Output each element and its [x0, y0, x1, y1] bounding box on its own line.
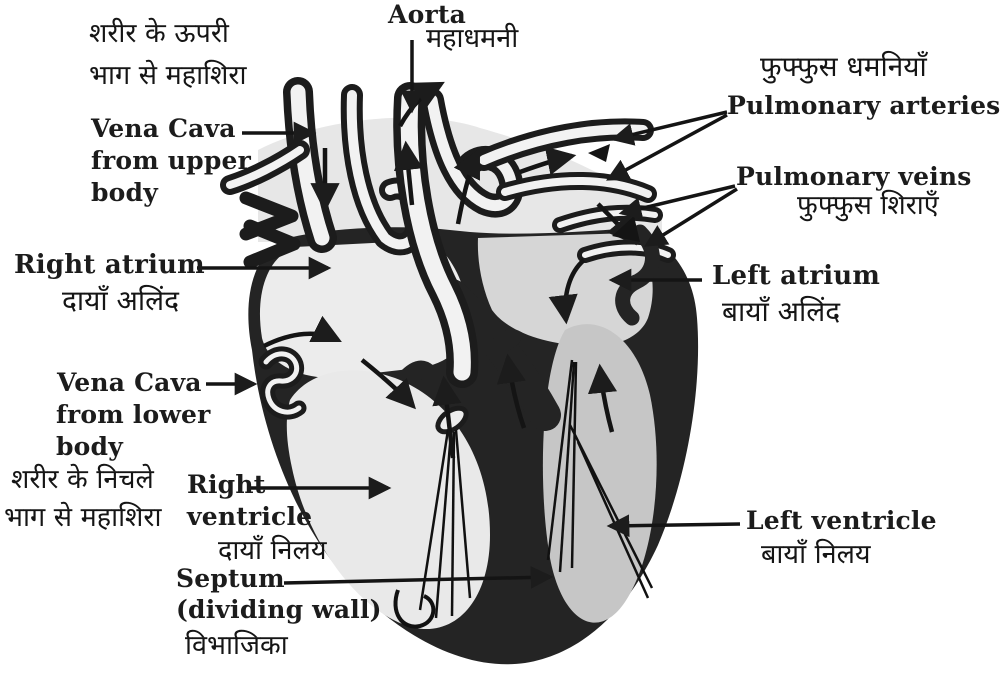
label-vena-cava-upper-line2: from upper — [91, 146, 251, 175]
label-septum-hindi: विभाजिका — [185, 630, 288, 661]
label-septum-line1: Septum — [176, 564, 285, 593]
label-pulmonary-veins-english: Pulmonary veins — [736, 162, 972, 191]
label-vena-cava-lower-line2: from lower — [56, 400, 211, 429]
label-left-atrium-hindi: बायाँ अलिंद — [722, 295, 841, 328]
label-pulmonary-arteries-hindi: फुफ्फुस धमनियाँ — [760, 50, 927, 83]
label-right-atrium-hindi: दायाँ अलिंद — [62, 284, 180, 317]
label-septum-line2: (dividing wall) — [176, 595, 382, 624]
label-right-ventricle-line1: Right — [187, 470, 266, 499]
label-aorta-hindi: महाधमनी — [426, 23, 519, 54]
label-vena-cava-lower-hindi-line2: भाग से महाशिरा — [4, 502, 162, 533]
label-right-ventricle-hindi: दायाँ निलय — [218, 535, 327, 566]
label-pulmonary-arteries-english: Pulmonary arteries — [727, 91, 1000, 120]
label-vena-cava-lower-hindi-line1: शरीर के निचले — [11, 464, 154, 495]
label-right-ventricle-line2: ventricle — [187, 502, 313, 531]
label-right-atrium-english: Right atrium — [14, 250, 205, 280]
left-ventricle-leader — [610, 524, 740, 526]
label-left-atrium-english: Left atrium — [712, 261, 881, 291]
label-vena-cava-lower-line1: Vena Cava — [57, 368, 202, 397]
label-aorta-english: Aorta — [388, 0, 466, 29]
label-vena-cava-lower-line3: body — [56, 432, 123, 461]
label-pulmonary-veins-hindi: फुफ्फुस शिराएँ — [797, 190, 939, 221]
superior-vena-cava-vessel — [298, 92, 322, 238]
label-vena-cava-upper-line1: Vena Cava — [91, 114, 236, 143]
label-left-ventricle-english: Left ventricle — [746, 506, 937, 535]
label-vena-cava-upper-hindi-line1: शरीर के ऊपरी — [89, 18, 229, 49]
label-vena-cava-upper-line3: body — [91, 178, 158, 207]
label-vena-cava-upper-hindi-line2: भाग से महाशिरा — [89, 60, 247, 91]
label-left-ventricle-hindi: बायाँ निलय — [761, 539, 871, 570]
